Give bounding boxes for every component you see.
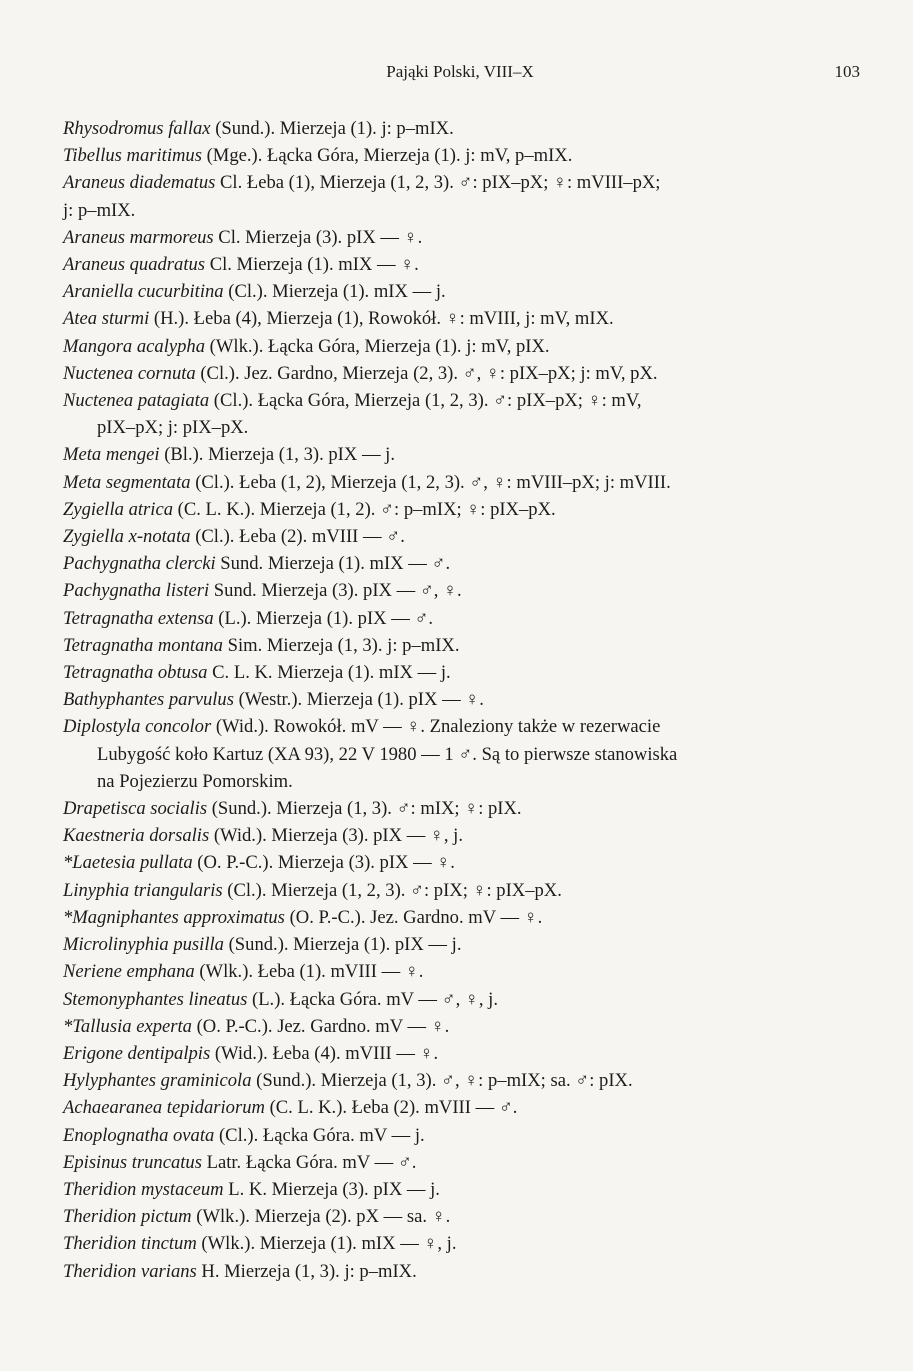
species-record: (Cl.). Jez. Gardno, Mierzeja (2, 3). ♂, ♀: pIX–pX; j: mV, pX. xyxy=(195,362,658,384)
species-record: (C. L. K.). Łeba (2). mVIII — ♂. xyxy=(264,1097,518,1119)
species-record: pIX–pX; j: pIX–pX. xyxy=(97,417,249,439)
species-record: (Sund.). Mierzeja (1, 3). ♂: mIX; ♀: pIX. xyxy=(207,798,522,820)
species-record: (L.). Łącka Góra. mV — ♂, ♀, j. xyxy=(247,988,498,1010)
species-record: j: p–mIX. xyxy=(63,199,136,221)
page-number: 103 xyxy=(834,62,860,81)
species-record: (Wlk.). Mierzeja (2). pX — sa. ♀. xyxy=(191,1206,451,1228)
species-entry xyxy=(61,686,863,713)
species-entry xyxy=(61,1203,863,1230)
species-name: Pachygnatha clercki xyxy=(63,553,216,575)
species-record: (O. P.-C.). Jez. Gardno. mV — ♀. xyxy=(284,906,543,928)
species-record: C. L. K. Mierzeja (1). mIX — j. xyxy=(207,662,451,684)
species-name: *Tallusia experta xyxy=(63,1015,192,1037)
species-record: H. Mierzeja (1, 3). j: p–mIX. xyxy=(196,1260,417,1282)
species-entry xyxy=(61,360,863,387)
species-entry xyxy=(61,904,863,931)
species-name: Bathyphantes parvulus xyxy=(63,689,234,711)
species-record: (O. P.-C.). Jez. Gardno. mV — ♀. xyxy=(191,1015,450,1037)
species-entry xyxy=(61,849,863,876)
species-entry xyxy=(61,387,863,414)
species-name: Araneus marmoreus xyxy=(63,226,214,248)
species-entry xyxy=(61,1040,863,1067)
species-record: (Cl.). Łącka Góra. mV — j. xyxy=(214,1124,425,1146)
species-entry xyxy=(61,958,863,985)
species-name: Stemonyphantes lineatus xyxy=(63,988,248,1010)
species-entry xyxy=(61,877,863,904)
species-record: (Mge.). Łącka Góra, Mierzeja (1). j: mV, p–mIX. xyxy=(201,145,573,167)
species-entry xyxy=(61,169,863,196)
species-name: Araniella cucurbitina xyxy=(63,281,224,303)
species-name: Theridion tinctum xyxy=(63,1233,197,1255)
species-entry xyxy=(61,333,863,360)
species-entry xyxy=(61,1067,863,1094)
species-entry xyxy=(61,986,863,1013)
species-entry xyxy=(61,795,863,822)
species-entry xyxy=(61,224,863,251)
species-name: Achaearanea tepidariorum xyxy=(63,1097,265,1119)
species-entry xyxy=(61,1230,863,1257)
species-list xyxy=(61,115,863,1285)
species-record: Cl. Mierzeja (3). pIX — ♀. xyxy=(213,226,423,248)
species-name: Nuctenea cornuta xyxy=(63,362,196,384)
species-record: na Pojezierzu Pomorskim. xyxy=(97,770,293,792)
species-record: (Cl.). Mierzeja (1, 2, 3). ♂: pIX; ♀: pIX–pX. xyxy=(222,879,562,901)
running-header xyxy=(60,62,860,86)
species-entry xyxy=(61,1094,863,1121)
species-entry xyxy=(61,1258,863,1285)
species-record: (Wid.). Mierzeja (3). pIX — ♀, j. xyxy=(209,825,463,847)
species-name: Araneus quadratus xyxy=(63,254,206,276)
species-record: L. K. Mierzeja (3). pIX — j. xyxy=(223,1178,440,1200)
species-entry xyxy=(61,523,863,550)
species-entry xyxy=(61,142,863,169)
species-record: (Cl.). Łeba (2). mVIII — ♂. xyxy=(190,526,405,548)
species-entry xyxy=(61,713,863,740)
species-name: Linyphia triangularis xyxy=(63,879,223,901)
species-entry-continuation xyxy=(61,197,863,224)
species-record: (C. L. K.). Mierzeja (1, 2). ♂: p–mIX; ♀: pIX–pX. xyxy=(173,498,556,520)
species-name: Hylyphantes graminicola xyxy=(63,1070,252,1092)
species-name: Rhysodromus fallax xyxy=(63,118,211,139)
species-entry-continuation xyxy=(61,768,863,795)
species-name: Tetragnatha extensa xyxy=(63,607,214,629)
species-name: Neriene emphana xyxy=(63,961,195,983)
species-entry xyxy=(61,305,863,332)
species-record: Sund. Mierzeja (1). mIX — ♂. xyxy=(215,553,451,575)
species-entry-continuation xyxy=(61,741,863,768)
species-record: (H.). Łeba (4), Mierzeja (1), Rowokół. ♀: mVIII, j: mV, mIX. xyxy=(149,308,614,330)
species-name: Meta mengei xyxy=(63,444,160,466)
species-name: Theridion mystaceum xyxy=(63,1178,224,1200)
species-record: (Sund.). Mierzeja (1, 3). ♂, ♀: p–mIX; sa. ♂: pIX. xyxy=(251,1070,633,1092)
species-entry-continuation xyxy=(61,414,863,441)
species-name: Theridion pictum xyxy=(63,1206,192,1228)
species-entry xyxy=(61,496,863,523)
species-name: Episinus truncatus xyxy=(63,1151,202,1173)
species-record: (Sund.). Mierzeja (1). j: p–mIX. xyxy=(210,118,454,139)
species-record: (Wid.). Rowokół. mV — ♀. Znaleziony także w rezerwacie xyxy=(211,716,661,738)
species-record: (Wlk.). Mierzeja (1). mIX — ♀, j. xyxy=(196,1233,457,1255)
species-entry xyxy=(61,469,863,496)
species-name: Microlinyphia pusilla xyxy=(63,934,224,956)
species-entry xyxy=(61,577,863,604)
species-entry xyxy=(61,115,863,142)
species-name: Araneus diadematus xyxy=(63,172,216,194)
species-entry xyxy=(61,1122,863,1149)
species-record: (Sund.). Mierzeja (1). pIX — j. xyxy=(223,934,462,956)
species-entry xyxy=(61,278,863,305)
species-record: Lubygość koło Kartuz (XA 93), 22 V 1980 — 1 ♂. Są to pierwsze stanowiska xyxy=(97,743,678,765)
species-entry xyxy=(61,1013,863,1040)
species-entry xyxy=(61,632,863,659)
species-record: (Bl.). Mierzeja (1, 3). pIX — j. xyxy=(159,444,396,466)
species-record: (O. P.-C.). Mierzeja (3). pIX — ♀. xyxy=(192,852,455,874)
species-record: (L.). Mierzeja (1). pIX — ♂. xyxy=(213,607,434,629)
species-entry xyxy=(61,1176,863,1203)
species-record: (Cl.). Łącka Góra, Mierzeja (1, 2, 3). ♂: pIX–pX; ♀: mV, xyxy=(209,390,642,412)
species-record: (Wid.). Łeba (4). mVIII — ♀. xyxy=(210,1042,439,1064)
species-name: *Magniphantes approximatus xyxy=(63,906,285,928)
species-record: Latr. Łącka Góra. mV — ♂. xyxy=(201,1151,417,1173)
species-name: Nuctenea patagiata xyxy=(63,390,210,412)
species-entry xyxy=(61,550,863,577)
species-name: Theridion varians xyxy=(63,1260,197,1282)
species-name: Tetragnatha montana xyxy=(63,634,223,656)
species-record: Cl. Łeba (1), Mierzeja (1, 2, 3). ♂: pIX–pX; ♀: mVIII–pX; xyxy=(215,172,661,194)
species-record: Cl. Mierzeja (1). mIX — ♀. xyxy=(205,254,419,276)
species-name: Enoplognatha ovata xyxy=(63,1124,215,1146)
species-record: (Westr.). Mierzeja (1). pIX — ♀. xyxy=(233,689,484,711)
species-name: Atea sturmi xyxy=(63,308,150,330)
species-record: Sund. Mierzeja (3). pIX — ♂, ♀. xyxy=(209,580,462,602)
species-entry xyxy=(61,931,863,958)
species-name: Zygiella x-notata xyxy=(63,526,191,548)
species-record: (Wlk.). Łącka Góra, Mierzeja (1). j: mV, pIX. xyxy=(205,335,550,357)
species-record: Sim. Mierzeja (1, 3). j: p–mIX. xyxy=(222,634,460,656)
species-name: Erigone dentipalpis xyxy=(63,1042,211,1064)
species-name: *Laetesia pullata xyxy=(63,852,193,874)
species-name: Tetragnatha obtusa xyxy=(63,662,208,684)
species-entry xyxy=(61,441,863,468)
species-entry xyxy=(61,1149,863,1176)
running-title: Pająki Polski, VIII–X xyxy=(386,62,534,81)
species-name: Zygiella atrica xyxy=(63,498,174,520)
species-name: Meta segmentata xyxy=(63,471,191,493)
species-entry xyxy=(61,251,863,278)
species-name: Mangora acalypha xyxy=(63,335,206,357)
species-record: (Cl.). Mierzeja (1). mIX — j. xyxy=(223,281,446,303)
species-record: (Cl.). Łeba (1, 2), Mierzeja (1, 2, 3). ♂, ♀: mVIII–pX; j: mVIII. xyxy=(190,471,671,493)
species-entry xyxy=(61,659,863,686)
species-name: Diplostyla concolor xyxy=(63,716,212,738)
species-name: Drapetisca socialis xyxy=(63,798,208,820)
species-name: Kaestneria dorsalis xyxy=(63,825,210,847)
species-record: (Wlk.). Łeba (1). mVIII — ♀. xyxy=(194,961,424,983)
species-entry xyxy=(61,822,863,849)
species-name: Tibellus maritimus xyxy=(63,145,202,167)
species-name: Pachygnatha listeri xyxy=(63,580,210,602)
species-entry xyxy=(61,605,863,632)
